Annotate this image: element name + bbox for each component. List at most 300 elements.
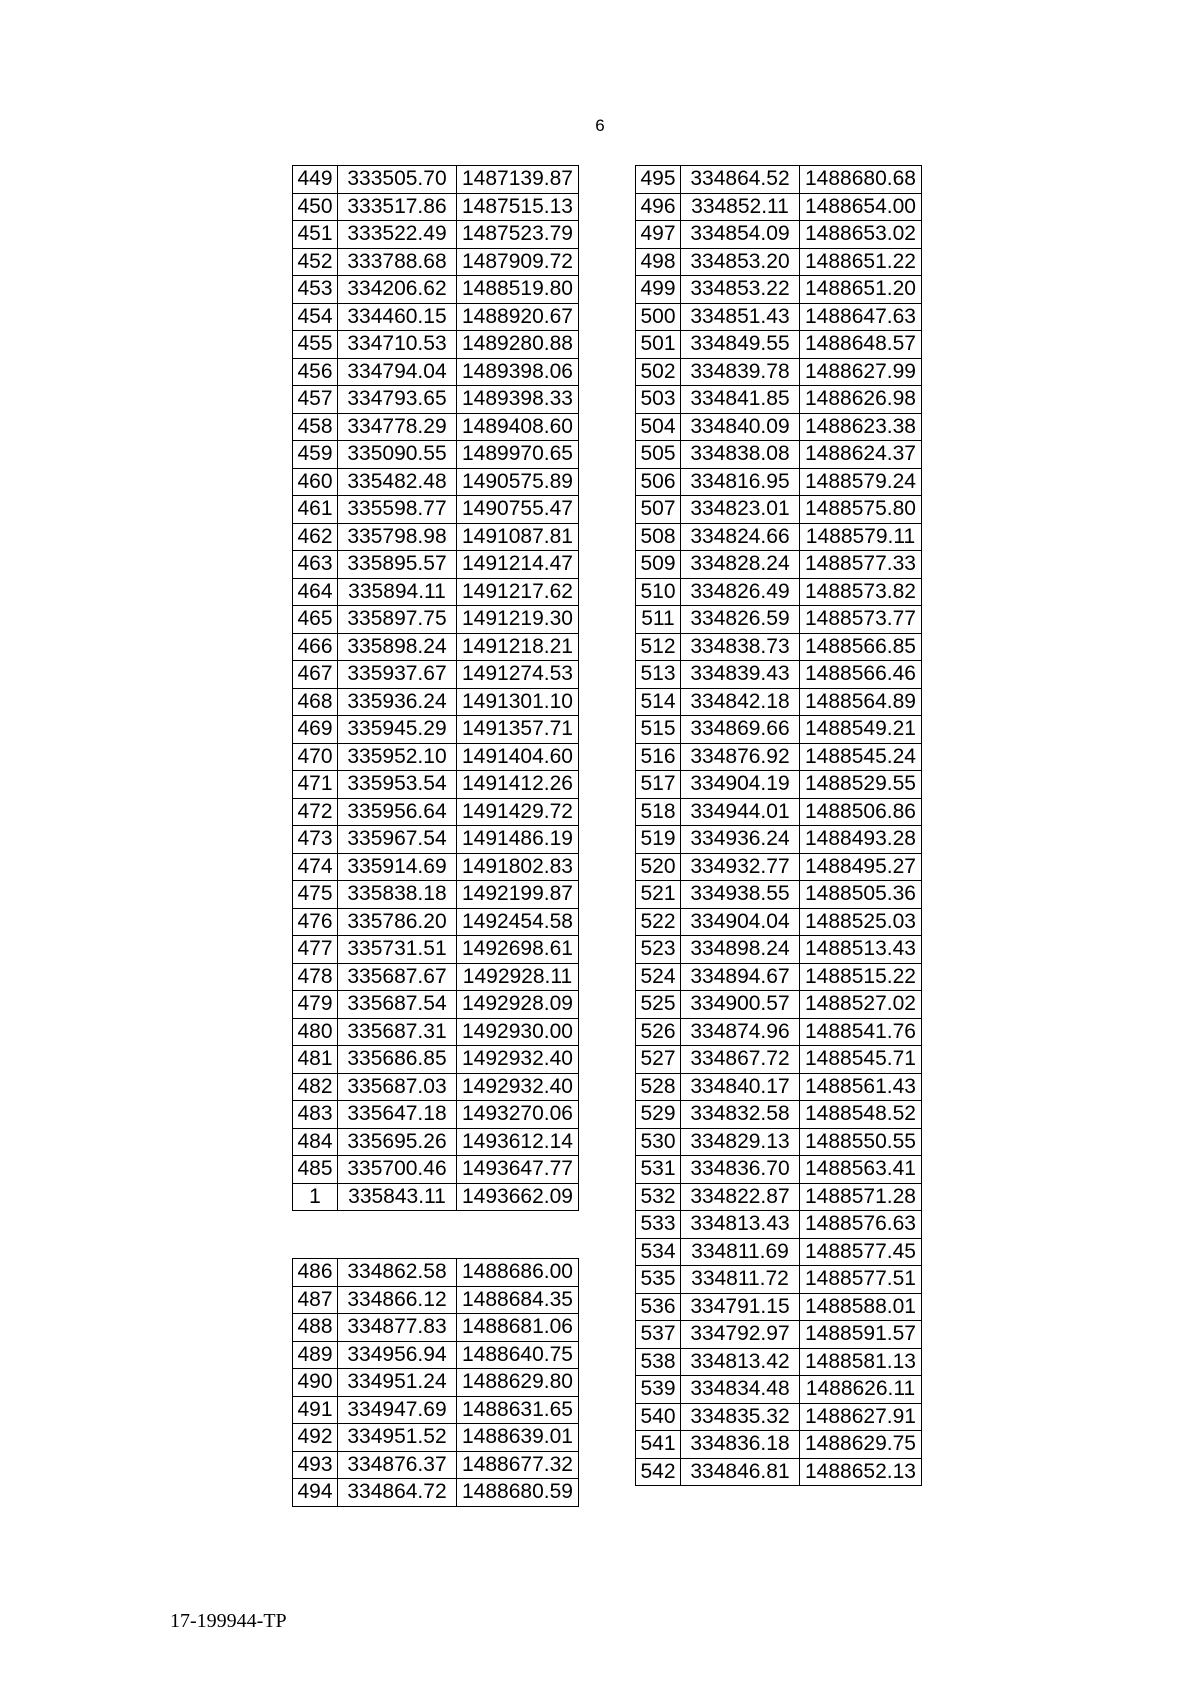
x-coordinate-cell: 334811.69: [681, 1238, 800, 1266]
point-number-cell: 505: [636, 441, 681, 469]
table-row: [293, 688, 579, 716]
table-row: [636, 1018, 922, 1046]
table-row: [293, 1369, 579, 1397]
table-row: [636, 1211, 922, 1239]
x-coordinate-cell: 333522.49: [338, 221, 457, 249]
y-coordinate-cell: 1488513.43: [800, 936, 922, 964]
table-row: [636, 276, 922, 304]
point-number-cell: 463: [293, 551, 338, 579]
y-coordinate-cell: 1488495.27: [800, 853, 922, 881]
x-coordinate-cell: 334853.22: [681, 276, 800, 304]
point-number-cell: 480: [293, 1018, 338, 1046]
point-number-cell: 518: [636, 798, 681, 826]
table-row: [636, 881, 922, 909]
y-coordinate-cell: 1489280.88: [457, 331, 579, 359]
x-coordinate-cell: 334836.70: [681, 1156, 800, 1184]
y-coordinate-cell: 1488677.32: [457, 1451, 579, 1479]
point-number-cell: 468: [293, 688, 338, 716]
table-row: [636, 853, 922, 881]
point-number-cell: 534: [636, 1238, 681, 1266]
point-number-cell: 473: [293, 826, 338, 854]
x-coordinate-cell: 335686.85: [338, 1046, 457, 1074]
table-row: [636, 1183, 922, 1211]
y-coordinate-cell: 1488629.80: [457, 1369, 579, 1397]
point-number-cell: 494: [293, 1479, 338, 1507]
x-coordinate-cell: 334832.58: [681, 1101, 800, 1129]
y-coordinate-cell: 1491218.21: [457, 633, 579, 661]
y-coordinate-cell: 1488591.57: [800, 1321, 922, 1349]
y-coordinate-cell: 1488573.77: [800, 606, 922, 634]
x-coordinate-cell: 335687.54: [338, 991, 457, 1019]
table-row: [293, 1424, 579, 1452]
y-coordinate-cell: 1488529.55: [800, 771, 922, 799]
y-coordinate-cell: 1487139.87: [457, 166, 579, 194]
y-coordinate-cell: 1488548.52: [800, 1101, 922, 1129]
x-coordinate-cell: 334853.20: [681, 248, 800, 276]
y-coordinate-cell: 1488550.55: [800, 1128, 922, 1156]
y-coordinate-cell: 1489408.60: [457, 413, 579, 441]
point-number-cell: 508: [636, 523, 681, 551]
y-coordinate-cell: 1488527.02: [800, 991, 922, 1019]
point-number-cell: 500: [636, 303, 681, 331]
table-row: [636, 1046, 922, 1074]
x-coordinate-cell: 334834.48: [681, 1376, 800, 1404]
table-row: [636, 1101, 922, 1129]
point-number-cell: 527: [636, 1046, 681, 1074]
point-number-cell: 450: [293, 193, 338, 221]
x-coordinate-cell: 333788.68: [338, 248, 457, 276]
point-number-cell: 530: [636, 1128, 681, 1156]
table-row: [293, 523, 579, 551]
point-number-cell: 532: [636, 1183, 681, 1211]
x-coordinate-cell: 334947.69: [338, 1396, 457, 1424]
x-coordinate-cell: 334874.96: [681, 1018, 800, 1046]
x-coordinate-cell: 335687.31: [338, 1018, 457, 1046]
x-coordinate-cell: 334932.77: [681, 853, 800, 881]
point-number-cell: 510: [636, 578, 681, 606]
table-row: [293, 1451, 579, 1479]
point-number-cell: 467: [293, 661, 338, 689]
y-coordinate-cell: 1488566.46: [800, 661, 922, 689]
y-coordinate-cell: 1488571.28: [800, 1183, 922, 1211]
point-number-cell: 482: [293, 1073, 338, 1101]
table-row: [293, 358, 579, 386]
x-coordinate-cell: 334822.87: [681, 1183, 800, 1211]
point-number-cell: 507: [636, 496, 681, 524]
x-coordinate-cell: 334864.72: [338, 1479, 457, 1507]
y-coordinate-cell: 1488680.68: [800, 166, 922, 194]
x-coordinate-cell: 335952.10: [338, 743, 457, 771]
table-row: [293, 386, 579, 414]
x-coordinate-cell: 335945.29: [338, 716, 457, 744]
point-number-cell: 461: [293, 496, 338, 524]
point-number-cell: 474: [293, 853, 338, 881]
x-coordinate-cell: 334813.42: [681, 1348, 800, 1376]
point-number-cell: 481: [293, 1046, 338, 1074]
x-coordinate-cell: 335953.54: [338, 771, 457, 799]
x-coordinate-cell: 334842.18: [681, 688, 800, 716]
x-coordinate-cell: 334838.08: [681, 441, 800, 469]
y-coordinate-cell: 1491429.72: [457, 798, 579, 826]
y-coordinate-cell: 1488577.51: [800, 1266, 922, 1294]
y-coordinate-cell: 1488561.43: [800, 1073, 922, 1101]
table-row: [636, 1431, 922, 1459]
coordinate-table-left-lower: [292, 1258, 579, 1507]
point-number-cell: 465: [293, 606, 338, 634]
table-row: [636, 963, 922, 991]
x-coordinate-cell: 334838.73: [681, 633, 800, 661]
x-coordinate-cell: 334938.55: [681, 881, 800, 909]
x-coordinate-cell: 335731.51: [338, 936, 457, 964]
x-coordinate-cell: 335956.64: [338, 798, 457, 826]
table-row: [636, 523, 922, 551]
table-row: [636, 578, 922, 606]
point-number-cell: 540: [636, 1403, 681, 1431]
table-row: [636, 661, 922, 689]
table-row: [636, 1403, 922, 1431]
table-row: [636, 606, 922, 634]
point-number-cell: 478: [293, 963, 338, 991]
point-number-cell: 502: [636, 358, 681, 386]
x-coordinate-cell: 335898.24: [338, 633, 457, 661]
point-number-cell: 521: [636, 881, 681, 909]
table-row: [636, 1321, 922, 1349]
y-coordinate-cell: 1488627.91: [800, 1403, 922, 1431]
y-coordinate-cell: 1490755.47: [457, 496, 579, 524]
y-coordinate-cell: 1492932.40: [457, 1073, 579, 1101]
point-number-cell: 528: [636, 1073, 681, 1101]
point-number-cell: 457: [293, 386, 338, 414]
table-row: [293, 908, 579, 936]
point-number-cell: 479: [293, 991, 338, 1019]
table-row: [293, 1396, 579, 1424]
y-coordinate-cell: 1488681.06: [457, 1314, 579, 1342]
y-coordinate-cell: 1490575.89: [457, 468, 579, 496]
x-coordinate-cell: 334956.94: [338, 1341, 457, 1369]
table-row: [293, 853, 579, 881]
table-row: [293, 881, 579, 909]
coordinate-table-left-upper: [292, 165, 579, 1211]
y-coordinate-cell: 1488627.99: [800, 358, 922, 386]
x-coordinate-cell: 335687.03: [338, 1073, 457, 1101]
x-coordinate-cell: 335897.75: [338, 606, 457, 634]
x-coordinate-cell: 333505.70: [338, 166, 457, 194]
x-coordinate-cell: 334824.66: [681, 523, 800, 551]
y-coordinate-cell: 1491274.53: [457, 661, 579, 689]
y-coordinate-cell: 1489398.33: [457, 386, 579, 414]
table-row: [293, 413, 579, 441]
x-coordinate-cell: 334846.81: [681, 1458, 800, 1486]
x-coordinate-cell: 335798.98: [338, 523, 457, 551]
y-coordinate-cell: 1488519.80: [457, 276, 579, 304]
y-coordinate-cell: 1487523.79: [457, 221, 579, 249]
y-coordinate-cell: 1488631.65: [457, 1396, 579, 1424]
point-number-cell: 524: [636, 963, 681, 991]
y-coordinate-cell: 1488623.38: [800, 413, 922, 441]
point-number-cell: 484: [293, 1128, 338, 1156]
x-coordinate-cell: 334866.12: [338, 1286, 457, 1314]
point-number-cell: 483: [293, 1101, 338, 1129]
table-row: [636, 1348, 922, 1376]
point-number-cell: 496: [636, 193, 681, 221]
y-coordinate-cell: 1488579.11: [800, 523, 922, 551]
point-number-cell: 1: [293, 1183, 338, 1211]
table-row: [636, 1238, 922, 1266]
table-row: [636, 771, 922, 799]
x-coordinate-cell: 334793.65: [338, 386, 457, 414]
point-number-cell: 455: [293, 331, 338, 359]
y-coordinate-cell: 1488579.24: [800, 468, 922, 496]
point-number-cell: 501: [636, 331, 681, 359]
y-coordinate-cell: 1488541.76: [800, 1018, 922, 1046]
table-row: [293, 716, 579, 744]
point-number-cell: 506: [636, 468, 681, 496]
x-coordinate-cell: 334864.52: [681, 166, 800, 194]
y-coordinate-cell: 1493612.14: [457, 1128, 579, 1156]
point-number-cell: 475: [293, 881, 338, 909]
x-coordinate-cell: 334852.11: [681, 193, 800, 221]
table-row: [636, 1128, 922, 1156]
table-row: [636, 826, 922, 854]
point-number-cell: 449: [293, 166, 338, 194]
table-row: [293, 1046, 579, 1074]
x-coordinate-cell: 335914.69: [338, 853, 457, 881]
table-row: [293, 248, 579, 276]
table-row: [636, 1293, 922, 1321]
x-coordinate-cell: 334876.37: [338, 1451, 457, 1479]
y-coordinate-cell: 1493662.09: [457, 1183, 579, 1211]
table-row: [636, 331, 922, 359]
point-number-cell: 529: [636, 1101, 681, 1129]
page-number: 6: [595, 116, 605, 135]
table-row: [293, 991, 579, 1019]
table-row: [636, 386, 922, 414]
x-coordinate-cell: 334951.24: [338, 1369, 457, 1397]
y-coordinate-cell: 1488515.22: [800, 963, 922, 991]
y-coordinate-cell: 1492454.58: [457, 908, 579, 936]
table-row: [293, 1073, 579, 1101]
point-number-cell: 517: [636, 771, 681, 799]
point-number-cell: 492: [293, 1424, 338, 1452]
y-coordinate-cell: 1488651.20: [800, 276, 922, 304]
y-coordinate-cell: 1488577.33: [800, 551, 922, 579]
point-number-cell: 470: [293, 743, 338, 771]
table-row: [636, 798, 922, 826]
x-coordinate-cell: 334811.72: [681, 1266, 800, 1294]
point-number-cell: 495: [636, 166, 681, 194]
x-coordinate-cell: 334849.55: [681, 331, 800, 359]
y-coordinate-cell: 1488629.75: [800, 1431, 922, 1459]
table-row: [293, 743, 579, 771]
y-coordinate-cell: 1488505.36: [800, 881, 922, 909]
point-number-cell: 486: [293, 1259, 338, 1287]
x-coordinate-cell: 334936.24: [681, 826, 800, 854]
y-coordinate-cell: 1488684.35: [457, 1286, 579, 1314]
point-number-cell: 516: [636, 743, 681, 771]
point-number-cell: 504: [636, 413, 681, 441]
x-coordinate-cell: 335894.11: [338, 578, 457, 606]
y-coordinate-cell: 1489398.06: [457, 358, 579, 386]
x-coordinate-cell: 335967.54: [338, 826, 457, 854]
y-coordinate-cell: 1488564.89: [800, 688, 922, 716]
y-coordinate-cell: 1488648.57: [800, 331, 922, 359]
y-coordinate-cell: 1491219.30: [457, 606, 579, 634]
point-number-cell: 541: [636, 1431, 681, 1459]
x-coordinate-cell: 335838.18: [338, 881, 457, 909]
table-row: [636, 936, 922, 964]
y-coordinate-cell: 1488545.24: [800, 743, 922, 771]
x-coordinate-cell: 333517.86: [338, 193, 457, 221]
table-row: [636, 166, 922, 194]
point-number-cell: 542: [636, 1458, 681, 1486]
x-coordinate-cell: 335937.67: [338, 661, 457, 689]
point-number-cell: 515: [636, 716, 681, 744]
y-coordinate-cell: 1491357.71: [457, 716, 579, 744]
y-coordinate-cell: 1491802.83: [457, 853, 579, 881]
point-number-cell: 497: [636, 221, 681, 249]
x-coordinate-cell: 334826.49: [681, 578, 800, 606]
table-row: [293, 551, 579, 579]
table-row: [636, 1458, 922, 1486]
point-number-cell: 487: [293, 1286, 338, 1314]
table-row: [636, 468, 922, 496]
y-coordinate-cell: 1488575.80: [800, 496, 922, 524]
y-coordinate-cell: 1492928.09: [457, 991, 579, 1019]
y-coordinate-cell: 1493647.77: [457, 1156, 579, 1184]
x-coordinate-cell: 335090.55: [338, 441, 457, 469]
point-number-cell: 464: [293, 578, 338, 606]
table-row: [636, 1156, 922, 1184]
y-coordinate-cell: 1488588.01: [800, 1293, 922, 1321]
table-row: [636, 193, 922, 221]
y-coordinate-cell: 1488545.71: [800, 1046, 922, 1074]
point-number-cell: 520: [636, 853, 681, 881]
y-coordinate-cell: 1491301.10: [457, 688, 579, 716]
point-number-cell: 490: [293, 1369, 338, 1397]
x-coordinate-cell: 334877.83: [338, 1314, 457, 1342]
x-coordinate-cell: 334792.97: [681, 1321, 800, 1349]
point-number-cell: 533: [636, 1211, 681, 1239]
point-number-cell: 537: [636, 1321, 681, 1349]
y-coordinate-cell: 1488549.21: [800, 716, 922, 744]
x-coordinate-cell: 334894.67: [681, 963, 800, 991]
table-row: [293, 1183, 579, 1211]
x-coordinate-cell: 334951.52: [338, 1424, 457, 1452]
point-number-cell: 456: [293, 358, 338, 386]
table-row: [293, 633, 579, 661]
table-row: [636, 633, 922, 661]
point-number-cell: 538: [636, 1348, 681, 1376]
x-coordinate-cell: 334944.01: [681, 798, 800, 826]
point-number-cell: 485: [293, 1156, 338, 1184]
point-number-cell: 535: [636, 1266, 681, 1294]
x-coordinate-cell: 334841.85: [681, 386, 800, 414]
point-number-cell: 488: [293, 1314, 338, 1342]
y-coordinate-cell: 1492928.11: [457, 963, 579, 991]
table-row: [293, 1259, 579, 1287]
x-coordinate-cell: 334778.29: [338, 413, 457, 441]
point-number-cell: 522: [636, 908, 681, 936]
table-row: [636, 1073, 922, 1101]
x-coordinate-cell: 334840.17: [681, 1073, 800, 1101]
y-coordinate-cell: 1492932.40: [457, 1046, 579, 1074]
x-coordinate-cell: 334867.72: [681, 1046, 800, 1074]
x-coordinate-cell: 334710.53: [338, 331, 457, 359]
document-reference-footer: 17-199944-TP: [170, 1610, 287, 1632]
point-number-cell: 503: [636, 386, 681, 414]
y-coordinate-cell: 1491087.81: [457, 523, 579, 551]
point-number-cell: 453: [293, 276, 338, 304]
table-row: [636, 991, 922, 1019]
table-row: [293, 303, 579, 331]
point-number-cell: 514: [636, 688, 681, 716]
y-coordinate-cell: 1491486.19: [457, 826, 579, 854]
x-coordinate-cell: 335786.20: [338, 908, 457, 936]
table-row: [293, 661, 579, 689]
y-coordinate-cell: 1492930.00: [457, 1018, 579, 1046]
point-number-cell: 539: [636, 1376, 681, 1404]
y-coordinate-cell: 1491217.62: [457, 578, 579, 606]
x-coordinate-cell: 335843.11: [338, 1183, 457, 1211]
y-coordinate-cell: 1488506.86: [800, 798, 922, 826]
y-coordinate-cell: 1489970.65: [457, 441, 579, 469]
x-coordinate-cell: 334904.19: [681, 771, 800, 799]
table-row: [293, 1479, 579, 1507]
y-coordinate-cell: 1488639.01: [457, 1424, 579, 1452]
table-row: [293, 1314, 579, 1342]
y-coordinate-cell: 1488573.82: [800, 578, 922, 606]
x-coordinate-cell: 334813.43: [681, 1211, 800, 1239]
table-row: [636, 248, 922, 276]
y-coordinate-cell: 1488577.45: [800, 1238, 922, 1266]
point-number-cell: 498: [636, 248, 681, 276]
x-coordinate-cell: 334854.09: [681, 221, 800, 249]
y-coordinate-cell: 1491214.47: [457, 551, 579, 579]
point-number-cell: 472: [293, 798, 338, 826]
table-row: [293, 496, 579, 524]
x-coordinate-cell: 334835.32: [681, 1403, 800, 1431]
point-number-cell: 531: [636, 1156, 681, 1184]
y-coordinate-cell: 1491412.26: [457, 771, 579, 799]
point-number-cell: 499: [636, 276, 681, 304]
table-row: [636, 413, 922, 441]
point-number-cell: 476: [293, 908, 338, 936]
x-coordinate-cell: 335482.48: [338, 468, 457, 496]
x-coordinate-cell: 335936.24: [338, 688, 457, 716]
table-row: [293, 221, 579, 249]
table-row: [636, 358, 922, 386]
y-coordinate-cell: 1492698.61: [457, 936, 579, 964]
table-row: [636, 496, 922, 524]
x-coordinate-cell: 334900.57: [681, 991, 800, 1019]
x-coordinate-cell: 335695.26: [338, 1128, 457, 1156]
x-coordinate-cell: 334828.24: [681, 551, 800, 579]
x-coordinate-cell: 334206.62: [338, 276, 457, 304]
table-row: [293, 963, 579, 991]
x-coordinate-cell: 335598.77: [338, 496, 457, 524]
x-coordinate-cell: 334869.66: [681, 716, 800, 744]
x-coordinate-cell: 334840.09: [681, 413, 800, 441]
point-number-cell: 477: [293, 936, 338, 964]
y-coordinate-cell: 1488624.37: [800, 441, 922, 469]
y-coordinate-cell: 1487515.13: [457, 193, 579, 221]
y-coordinate-cell: 1488563.41: [800, 1156, 922, 1184]
table-row: [293, 441, 579, 469]
y-coordinate-cell: 1492199.87: [457, 881, 579, 909]
table-row: [636, 908, 922, 936]
x-coordinate-cell: 334876.92: [681, 743, 800, 771]
y-coordinate-cell: 1488652.13: [800, 1458, 922, 1486]
